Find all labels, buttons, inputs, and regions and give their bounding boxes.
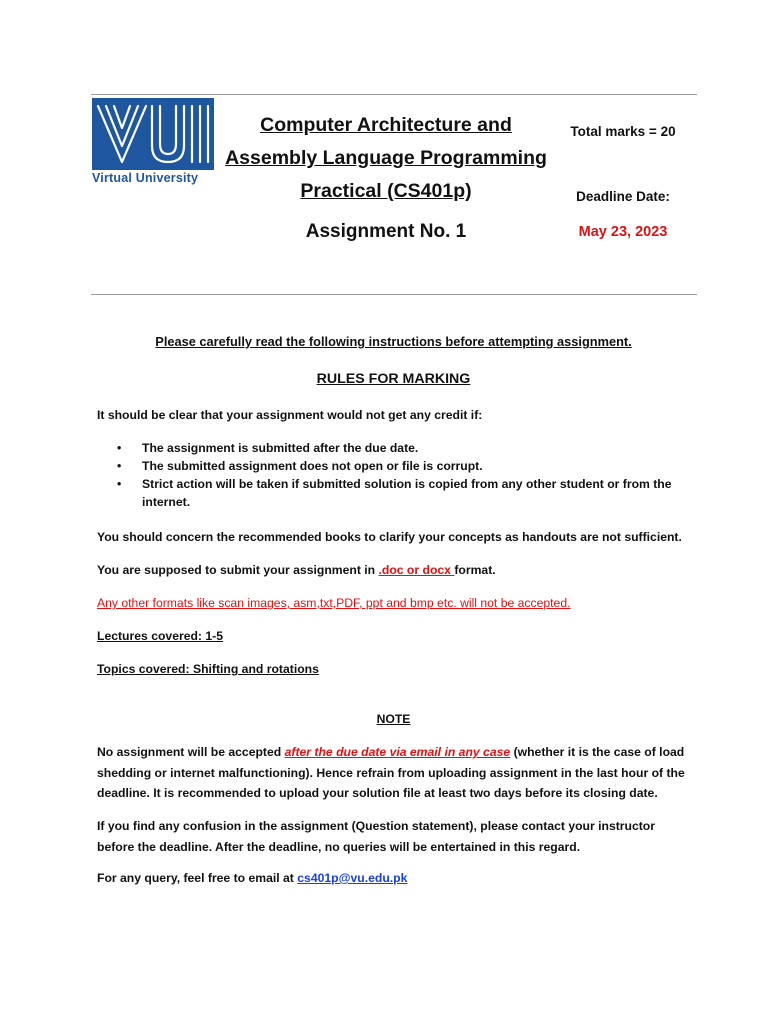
format-text: You are supposed to submit your assignment in bbox=[97, 563, 379, 577]
note-heading: NOTE bbox=[376, 712, 411, 726]
note-highlight: after the due date via email in any case bbox=[284, 745, 511, 759]
email-link[interactable]: cs401p@vu.edu.pk bbox=[297, 871, 408, 885]
rules-heading: RULES FOR MARKING bbox=[316, 371, 471, 387]
virtual-university-logo bbox=[92, 98, 216, 190]
rules-list bbox=[97, 439, 690, 511]
course-title-line-1: Computer Architecture and bbox=[260, 114, 512, 136]
rules-list-item: • The submitted assignment does not open or file is corrupt. bbox=[97, 457, 690, 475]
note-paragraph bbox=[97, 742, 690, 804]
lectures-covered: Lectures covered: 1-5 bbox=[97, 629, 223, 643]
query-text: For any query, feel free to email at bbox=[97, 871, 298, 885]
header-top-rule bbox=[91, 94, 697, 95]
instructions-heading: Please carefully read the following instructions before attempting assignment. bbox=[155, 334, 632, 349]
header-bottom-rule bbox=[91, 294, 697, 295]
topics-covered: Topics covered: Shifting and rotations bbox=[97, 662, 319, 676]
course-title-line-2: Assembly Language Programming bbox=[225, 147, 547, 169]
books-paragraph: You should concern the recommended books to clarify your concepts as handouts are not sufficient. bbox=[97, 530, 682, 544]
vu-logo-icon bbox=[92, 98, 214, 170]
format-text-end: format. bbox=[454, 563, 496, 577]
rules-intro: It should be clear that your assignment would not get any credit if: bbox=[97, 408, 483, 422]
total-marks: Total marks = 20 bbox=[570, 124, 676, 139]
assignment-number: Assignment No. 1 bbox=[305, 221, 467, 242]
deadline-label: Deadline Date: bbox=[576, 189, 670, 204]
course-title bbox=[222, 109, 550, 208]
note-text-end: (whether it is the case of load shedding or internet malfunctioning). Hence refrain from uploading assignment in the last hour of the deadline. It is recommended to upload your solution file at least two days before its closing date. bbox=[97, 745, 685, 800]
course-title-line-3: Practical (CS401p) bbox=[300, 180, 472, 202]
confusion-paragraph: If you find any confusion in the assignment (Question statement), please contact your instructor before the deadline. After the deadline, no queries will be entertained in this regard. bbox=[97, 819, 655, 854]
other-formats-warning: Any other formats like scan images, asm,txt,PDF, ppt and bmp etc. will not be accepted. bbox=[97, 596, 571, 610]
logo-mark bbox=[92, 98, 214, 170]
deadline-date: May 23, 2023 bbox=[578, 224, 668, 240]
rules-list-item: • Strict action will be taken if submitted solution is copied from any other student or from the internet. bbox=[97, 475, 690, 511]
rules-list-item: • The assignment is submitted after the due date. bbox=[97, 439, 690, 457]
format-paragraph bbox=[97, 561, 690, 579]
logo-caption: Virtual University bbox=[92, 171, 199, 185]
note-text: No assignment will be accepted bbox=[97, 745, 285, 759]
query-paragraph bbox=[97, 869, 690, 887]
format-highlight: .doc or docx bbox=[378, 563, 455, 577]
